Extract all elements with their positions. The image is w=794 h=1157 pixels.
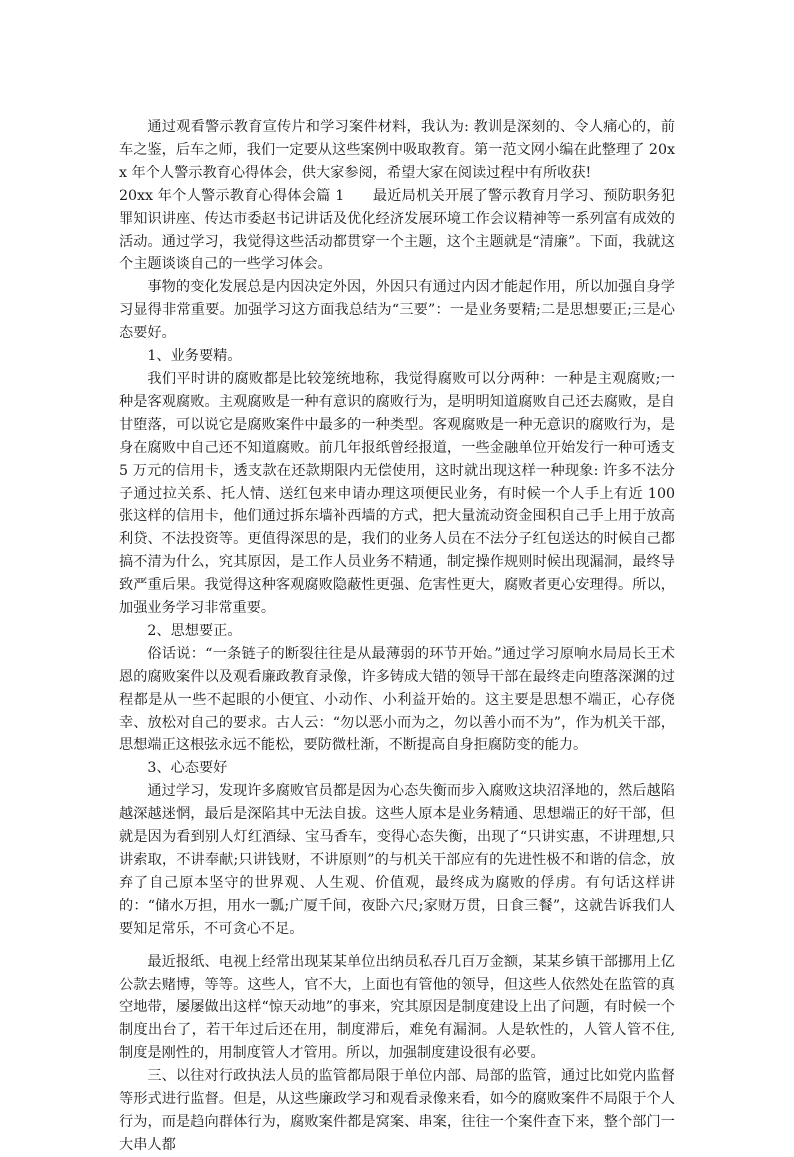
title-gap <box>344 188 372 204</box>
system-paragraph: 最近报纸、电视上经常出现某某单位出纳员私吞几百万金额，某某乡镇干部挪用上亿公款去赌博，等等。这些人，官不大，上面也有管他的领导，但这些人依然处在监管的真空地带，屡屡做出这样“惊天动地”的事来，究其原因是制度建设上出了问题，有时候一个制度出台了，若干年过后还在用，制度滞后，难免有漏洞。人是软性的，人管人管不住,制度是刚性的，用制度管人才管用。所以，加强制度建设很有必要。 <box>119 953 675 1062</box>
section-heading-mindset: 3、心态要好 <box>147 760 228 777</box>
mindset-paragraph: 通过学习，发现许多腐败官员都是因为心态失衡而步入腐败这块沼泽地的，然后越陷越深越迷惘，最后是深陷其中无法自拔。这些人原本是业务精通、思想端正的好干部，但就是因为看到别人灯红酒绿、宝马香车，变得心态失衡，出现了“只讲实惠，不讲理想,只讲索取，不讲奉献;只讲钱财，不讲原则”的与机关干部应有的先进性极不和谐的信念，放弃了自己原本坚守的世界观、人生观、价值观，最终成为腐败的俘虏。有句话这样讲的：“储水万担，用水一瓢;广厦千间，夜卧六尺;家财万贯，日食三餐”，这就告诉我们人要知足常乐，不可贪心不足。 <box>119 783 675 937</box>
document-page <box>119 116 675 1157</box>
thought-paragraph: 俗话说：“一条链子的断裂往往是从最薄弱的环节开始。”通过学习原响水局局长王术恩的腐败案件以及观看廉政教育录像，许多铸成大错的领导干部在最终走向堕落深渊的过程都是从一些不起眼的小便宜、小动作、小利益开始的。这主要是思想不端正，心存侥幸、放松对自己的要求。古人云：“勿以恶小而为之，勿以善小而不为”，作为机关干部，思想端正这根弦永远不能松，要防微杜渐，不断提高自身拒腐防变的能力。 <box>119 645 675 754</box>
business-paragraph: 我们平时讲的腐败都是比较笼统地称，我觉得腐败可以分两种：一种是主观腐败;一种是客观腐败。主观腐败是一种有意识的腐败行为，是明明知道腐败自己还去腐败，是自甘堕落，可以说它是腐败案件中最多的一种类型。客观腐败是一种无意识的腐败行为，是身在腐败中自己还不知道腐败。前几年报纸曾经报道，一些金融单位开始发行一种可透支 5 万元的信用卡，透支款在还款期限内无偿使用，这时就出现这样一种现象: 许多不法分子通过拉关系、托人情、送红包来申请办理这项便民业务，有时候一个人手上有近 100 张这样的信用卡，他们通过拆东墙补西墙的方式，把大量流动资金囤积自己手上用于放高利贷、不法投资等。更值得深思的是，我们的业务人员在不法分子红包送达的时候自己都搞不清为什么，究其原因，是工作人员业务不精通，制定操作规则时候出现漏洞，最终导致严重后果。我觉得这种客观腐败隐蔽性更强、危害性更大，腐败者更心安理得。所以，加强业务学习非常重要。 <box>119 370 675 617</box>
supervision-paragraph: 三、以往对行政执法人员的监管都局限于单位内部、局部的监管，通过比如党内监督等形式进行监督。但是，从这些廉政学习和观看录像来看，如今的腐败案件不局限于个人行为，而是趋向群体行为，腐败案件都是窝案、串案，往往一个案件查下来，整个部门一大串人都 <box>119 1068 675 1153</box>
three-requirements-paragraph: 事物的变化发展总是内因决定外因，外因只有通过内因才能起作用，所以加强自身学习显得非常重要。加强学习这方面我总结为“三要”：一是业务要精;二是思想要正;三是心态要好。 <box>119 279 675 342</box>
opening-text: 最近局机关开展了警示教育月学习、预防职务犯罪知识讲座、传达市委赵书记讲话及优化经济发展环境工作会议精神等一系列富有成效的活动。通过学习，我觉得这些活动都贯穿一个主题，这个主题就是“清廉”。下面，我就这个主题谈谈自己的一些学习体会。 <box>119 187 675 273</box>
article-opening-paragraph <box>119 185 675 277</box>
section-heading-thought: 2、思想要正。 <box>147 622 242 639</box>
section-heading-business: 1、业务要精。 <box>147 348 242 365</box>
article-title: 20xx 年个人警示教育心得体会篇 1 <box>119 187 345 204</box>
intro-paragraph: 通过观看警示教育宣传片和学习案件材料，我认为: 教训是深刻的、令人痛心的，前车之鉴，后车之师，我们一定要从这些案例中吸取教育。第一范文网小编在此整理了 20xx 年个人警示教育心得体会，供大家参阅，希望大家在阅读过程中有所收获! <box>119 119 675 181</box>
